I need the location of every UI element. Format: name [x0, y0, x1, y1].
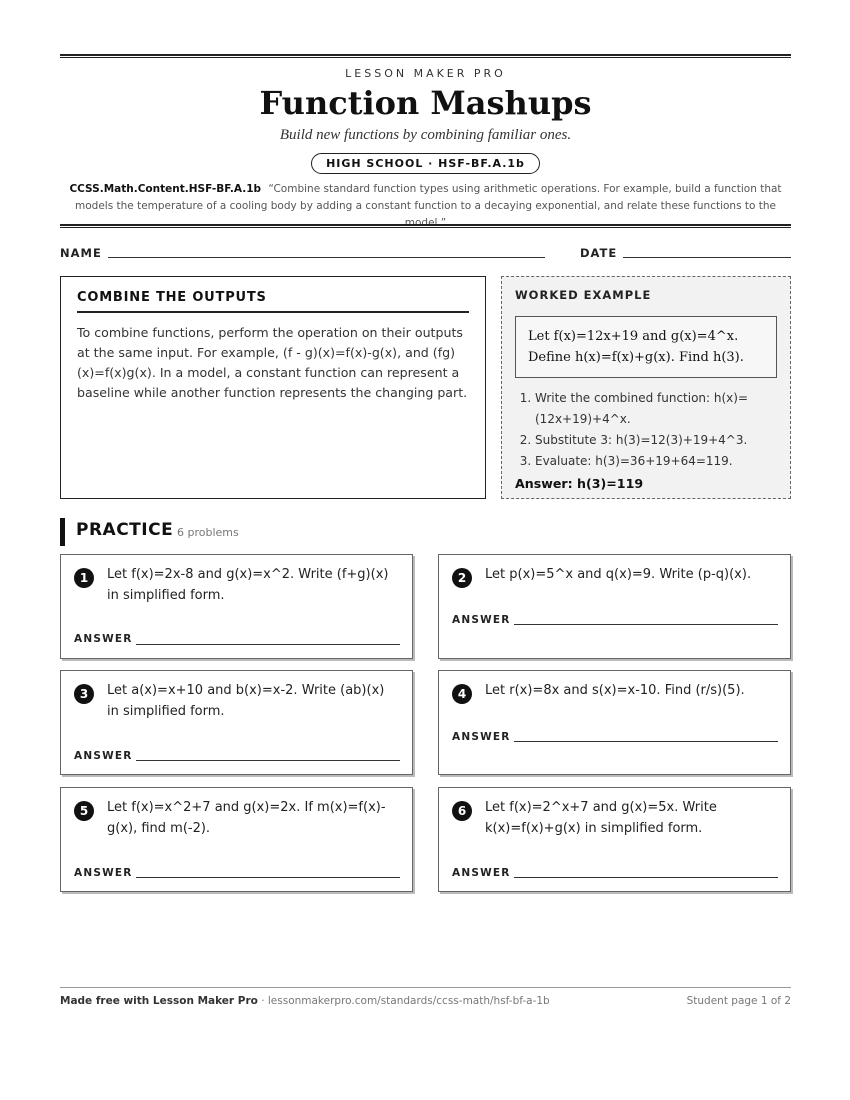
- footer-url[interactable]: · lessonmakerpro.com/standards/ccss-math/hsf-bf-a-1b: [257, 995, 550, 1007]
- practice-count: 6 problems: [177, 526, 239, 539]
- answer-label: ANSWER: [74, 633, 133, 645]
- problem-number: 1: [74, 568, 94, 588]
- combine-body: To combine functions, perform the operation on their outputs at the same input. For example, (f - g)(x)=f(x)-g(x), and (fg)(x)=f(x)g(x). In a model, a constant function can represent a baseline while another function represents the changing part.: [77, 325, 468, 400]
- answer-label: ANSWER: [74, 750, 133, 762]
- answer-field[interactable]: [514, 624, 778, 625]
- worked-problem-line-1: Let f(x)=12x+19 and g(x)=4^x.: [528, 329, 739, 344]
- answer-label: ANSWER: [74, 867, 133, 879]
- footer-made-with: Made free with Lesson Maker Pro: [60, 995, 258, 1007]
- grade-standard-badge: HIGH SCHOOL · HSF-BF.A.1b: [311, 153, 540, 174]
- date-field[interactable]: [623, 257, 791, 258]
- practice-accent-bar: [60, 518, 65, 546]
- worked-example-box: [501, 276, 791, 499]
- problem-card-4: [438, 670, 791, 775]
- problem-text: Let f(x)=2^x+7 and g(x)=5x. Write k(x)=f(x)+g(x) in simplified form.: [485, 800, 717, 836]
- name-label: NAME: [60, 246, 102, 260]
- worked-step: 3. Evaluate: h(3)=36+19+64=119.: [535, 451, 777, 472]
- problem-card-3: [60, 670, 413, 775]
- header-bottom-rule: [60, 224, 791, 228]
- problem-text: Let a(x)=x+10 and b(x)=x-2. Write (ab)(x) in simplified form.: [107, 683, 385, 719]
- footer-credit: [60, 995, 550, 1007]
- problem-text: Let f(x)=2x-8 and g(x)=x^2. Write (f+g)(x) in simplified form.: [107, 567, 389, 603]
- worked-step: 1. Write the combined function: h(x)=(12x+19)+4^x.: [535, 388, 777, 430]
- standard-text: “Combine standard function types using arithmetic operations. For example, build a function that models the temperature of a cooling body by adding a constant function to a decaying exponential, and relate these functions to the model.”: [75, 183, 782, 229]
- top-rule: [60, 54, 791, 58]
- combine-outputs-box: [60, 276, 486, 499]
- answer-field[interactable]: [514, 877, 778, 878]
- problem-text: Let r(x)=8x and s(x)=x-10. Find (r/s)(5).: [485, 683, 745, 698]
- worked-example-problem: [515, 316, 777, 378]
- worked-example-title: WORKED EXAMPLE: [515, 288, 652, 302]
- problem-card-6: [438, 787, 791, 892]
- page-title: Function Mashups: [259, 84, 592, 122]
- problem-number: 2: [452, 568, 472, 588]
- problem-number: 3: [74, 684, 94, 704]
- brand-name: LESSON MAKER PRO: [345, 67, 506, 80]
- problem-card-5: [60, 787, 413, 892]
- answer-label: ANSWER: [452, 614, 511, 626]
- date-label: DATE: [580, 246, 618, 260]
- answer-label: ANSWER: [452, 867, 511, 879]
- worked-example-steps: [515, 388, 777, 472]
- standard-code: CCSS.Math.Content.HSF-BF.A.1b: [69, 183, 262, 195]
- name-field[interactable]: [108, 257, 545, 258]
- worked-example-answer: Answer: h(3)=119: [515, 476, 644, 491]
- answer-field[interactable]: [514, 741, 778, 742]
- combine-title: COMBINE THE OUTPUTS: [77, 290, 469, 313]
- problem-card-1: [60, 554, 413, 659]
- problem-number: 6: [452, 801, 472, 821]
- answer-field[interactable]: [136, 760, 400, 761]
- problem-number: 5: [74, 801, 94, 821]
- answer-label: ANSWER: [452, 731, 511, 743]
- answer-field[interactable]: [136, 877, 400, 878]
- problem-number: 4: [452, 684, 472, 704]
- footer-page-number: Student page 1 of 2: [686, 995, 791, 1007]
- problem-text: Let p(x)=5^x and q(x)=9. Write (p-q)(x).: [485, 567, 752, 582]
- problem-card-2: [438, 554, 791, 659]
- problem-text: Let f(x)=x^2+7 and g(x)=2x. If m(x)=f(x)-g(x), find m(-2).: [107, 800, 386, 836]
- practice-title: PRACTICE: [76, 520, 174, 540]
- answer-field[interactable]: [136, 644, 400, 645]
- page-subtitle: Build new functions by combining familiar ones.: [279, 127, 572, 143]
- worked-problem-line-2: Define h(x)=f(x)+g(x). Find h(3).: [528, 350, 744, 365]
- footer-rule: [60, 987, 791, 988]
- worked-step: 2. Substitute 3: h(3)=12(3)+19+4^3.: [535, 430, 777, 451]
